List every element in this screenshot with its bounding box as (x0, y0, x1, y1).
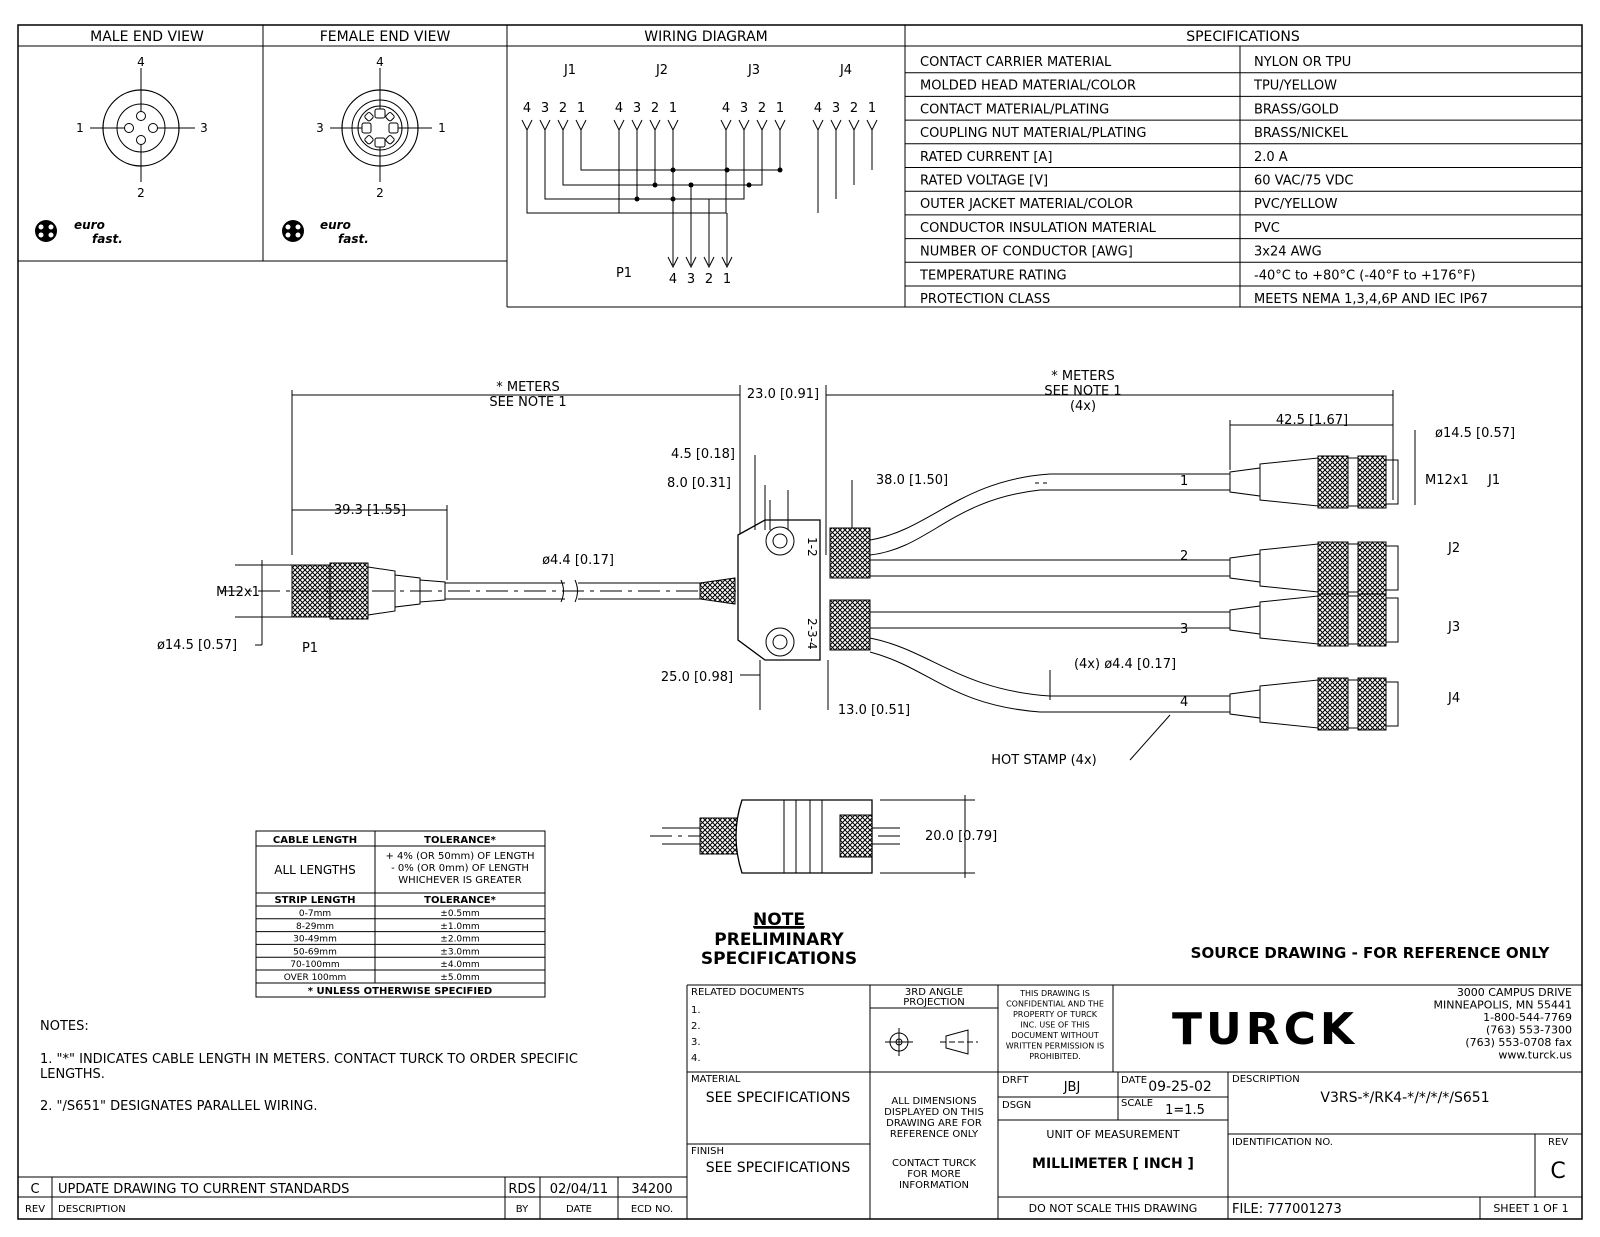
spec-name: CONDUCTOR INSULATION MATERIAL (920, 220, 1156, 236)
unit-value: MILLIMETER [ INCH ] (1032, 1156, 1194, 1172)
wiring-pin-number: 3 (540, 101, 550, 116)
dim-38: 38.0 [1.50] (875, 473, 949, 488)
wiring-pin-number: 1 (668, 101, 678, 116)
prelim-note: NOTE (753, 910, 805, 930)
scale-value: 1=1.5 (1165, 1103, 1205, 1118)
spec-value: -40°C to +80°C (-40°F to +176°F) (1254, 268, 1476, 284)
strip-length-cell: 50-69mm (293, 947, 337, 958)
j2-label: J2 (1448, 541, 1461, 556)
plug-pin-number: 4 (668, 272, 678, 287)
related-item-4: 4. (691, 1053, 701, 1064)
specifications-table (905, 46, 1582, 307)
contact-symbol (721, 120, 731, 130)
cable-length-header: CABLE LENGTH (272, 835, 358, 846)
contact-symbol (668, 120, 678, 130)
spec-value: BRASS/GOLD (1254, 102, 1339, 118)
cable-number-2: 2 (1180, 549, 1189, 564)
note-1b: LENGTHS. (40, 1067, 105, 1082)
note-1a: 1. "*" INDICATES CABLE LENGTH IN METERS. CONTACT TURCK TO ORDER SPECIFIC (40, 1052, 578, 1067)
unit-label: UNIT OF MEASUREMENT (1046, 1128, 1180, 1141)
description-label: DESCRIPTION (1232, 1074, 1300, 1085)
meters-left-1: * METERS (496, 380, 560, 395)
address-line: MINNEAPOLIS, MN 55441 (1433, 998, 1572, 1012)
address-line: (763) 553-7300 (1485, 1023, 1572, 1037)
wiring-pin-number: 4 (522, 101, 532, 116)
confidential-line: CONFIDENTIAL AND THE (1006, 999, 1104, 1009)
rev-label: REV (1547, 1137, 1569, 1148)
tolerance-header: TOLERANCE* (424, 835, 496, 846)
spec-value: 60 VAC/75 VDC (1254, 173, 1354, 189)
rev-by: RDS (508, 1182, 536, 1197)
male-pin-4: 4 (137, 55, 145, 69)
strip-length-cell: 8-29mm (296, 921, 334, 932)
all-dims-line: ALL DIMENSIONS (891, 1096, 977, 1107)
rev-ecd: 34200 (631, 1182, 673, 1197)
strip-length-cell: 0-7mm (298, 909, 332, 919)
strip-length-cell: OVER 100mm (283, 973, 347, 983)
wiring-pin-number: 2 (558, 101, 568, 116)
prelim-line2: SPECIFICATIONS (700, 949, 858, 969)
female-end-view (282, 55, 446, 246)
dim-23: 23.0 [0.91] (746, 387, 820, 402)
male-pin-2: 2 (137, 186, 145, 200)
tolerance-footer: * UNLESS OTHERWISE SPECIFIED (307, 986, 493, 997)
logo-fast: fast. (92, 232, 123, 246)
female-connector (1230, 456, 1398, 508)
related-item-2: 2. (691, 1021, 701, 1032)
contact-symbol (739, 120, 749, 130)
wiring-p1: P1 (615, 266, 633, 281)
contact-symbol (867, 120, 877, 130)
third-angle-1: 3RD ANGLE (904, 987, 964, 998)
spec-name: CONTACT CARRIER MATERIAL (920, 55, 1112, 70)
preliminary-note (701, 910, 1551, 969)
source-drawing-note: SOURCE DRAWING - FOR REFERENCE ONLY (1190, 944, 1550, 962)
title-block (687, 985, 1582, 1219)
meters-right-1: * METERS (1051, 369, 1115, 384)
cable-number-4: 4 (1180, 695, 1189, 710)
date-label: DATE (1121, 1075, 1148, 1086)
dim-13: 13.0 [0.51] (837, 703, 911, 718)
all-dims-line: DISPLAYED ON THIS (884, 1107, 984, 1118)
strip-tolerance-cell: ±4.0mm (440, 960, 480, 971)
logo-fast: fast. (338, 232, 369, 246)
spec-name: RATED CURRENT [A] (920, 149, 1053, 165)
file-number: FILE: 777001273 (1232, 1202, 1342, 1217)
female-pin-4: 4 (376, 55, 384, 69)
dim-393: 39.3 [1.55] (333, 503, 407, 518)
wiring-pin-number: 4 (813, 101, 823, 116)
female-connector (1230, 678, 1398, 730)
rev-header: REV (24, 1204, 46, 1215)
spec-value: BRASS/NICKEL (1254, 126, 1348, 142)
strip-tolerance-cell: ±0.5mm (440, 909, 480, 919)
third-angle-projection-icon (885, 1028, 978, 1056)
spec-value: TPU/YELLOW (1254, 78, 1337, 94)
dim-20: 20.0 [0.79] (925, 829, 998, 844)
rev-description: UPDATE DRAWING TO CURRENT STANDARDS (58, 1182, 350, 1197)
third-angle-2: PROJECTION (903, 997, 965, 1008)
contact-symbol (614, 120, 624, 130)
wiring-pin-number: 3 (739, 101, 749, 116)
material-label: MATERIAL (691, 1074, 741, 1085)
contact-symbol (650, 120, 660, 130)
p1-label: P1 (301, 641, 319, 656)
description-value: V3RS-*/RK4-*/*/*/*/S651 (1320, 1090, 1490, 1106)
plug-pin-number: 2 (704, 272, 714, 287)
turck-logo: TURCK (1171, 1004, 1359, 1055)
confidential-line: THIS DRAWING IS (1020, 989, 1090, 998)
address-line: 3000 CAMPUS DRIVE (1456, 986, 1572, 999)
dim-80: 8.0 [0.31] (667, 476, 731, 491)
material-value: SEE SPECIFICATIONS (705, 1090, 851, 1106)
spec-name: PROTECTION CLASS (920, 292, 1051, 307)
tolerance-line: WHICHEVER IS GREATER (398, 875, 522, 886)
spec-name: COUPLING NUT MATERIAL/PLATING (920, 126, 1147, 142)
strip-tolerance-cell: ±2.0mm (440, 934, 480, 945)
spec-value: MEETS NEMA 1,3,4,6P AND IEC IP67 (1254, 292, 1488, 307)
spec-value: 3x24 AWG (1254, 244, 1322, 260)
dim-25: 25.0 [0.98] (660, 670, 734, 685)
spec-value: 2.0 A (1254, 149, 1288, 165)
drft-value: JBJ (1063, 1080, 1081, 1095)
female-pin-3: 3 (316, 121, 324, 135)
cable-number-1: 1 (1180, 474, 1189, 489)
tolerance-line: + 4% (OR 50mm) OF LENGTH (385, 851, 535, 862)
all-dims-line: REFERENCE ONLY (889, 1129, 979, 1140)
spec-name: CONTACT MATERIAL/PLATING (920, 102, 1110, 118)
date-value: 09-25-02 (1148, 1079, 1212, 1095)
finish-label: FINISH (691, 1146, 724, 1157)
splitter-side-view (650, 795, 997, 878)
female-pin-2: 2 (376, 186, 384, 200)
male-pin-3: 3 (200, 121, 208, 135)
address-line: (763) 553-0708 fax (1465, 1036, 1572, 1049)
dim-d145-right: ø14.5 [0.57] (1435, 426, 1516, 441)
spec-name: OUTER JACKET MATERIAL/COLOR (920, 197, 1134, 213)
by-header: BY (515, 1204, 529, 1215)
wiring-j2: J2 (655, 63, 669, 78)
male-pin-1: 1 (76, 121, 84, 135)
dim-45: 4.5 [0.18] (671, 447, 735, 462)
spec-name: NUMBER OF CONDUCTOR [AWG] (920, 244, 1133, 260)
female-pin-1: 1 (438, 121, 446, 135)
spec-name: MOLDED HEAD MATERIAL/COLOR (920, 78, 1137, 94)
male-end-view-title: MALE END VIEW (90, 29, 204, 45)
wiring-j1: J1 (563, 63, 577, 78)
cable-drawing (220, 385, 1415, 760)
eurofast-logo-icon (35, 218, 123, 246)
strip-length-cell: 70-100mm (290, 960, 340, 971)
wiring-diagram (522, 63, 877, 287)
prelim-line1: PRELIMINARY (714, 930, 844, 950)
finish-value: SEE SPECIFICATIONS (705, 1160, 851, 1176)
related-item-1: 1. (691, 1005, 701, 1016)
dim-d145-left: ø14.5 [0.57] (156, 638, 238, 653)
contact-line: INFORMATION (898, 1180, 970, 1191)
rev-value: C (1550, 1159, 1566, 1184)
confidential-line: DOCUMENT WITHOUT (1011, 1031, 1099, 1040)
j3-label: J3 (1448, 620, 1461, 635)
spec-name: RATED VOLTAGE [V] (920, 173, 1049, 189)
strip-tolerance-cell: ±3.0mm (440, 947, 480, 958)
spec-value: PVC (1254, 220, 1280, 236)
female-end-view-title: FEMALE END VIEW (319, 29, 451, 45)
logo-euro: euro (74, 218, 105, 232)
m12-right: M12x1 (1425, 473, 1469, 488)
confidential-line: PROPERTY OF TURCK (1012, 1010, 1098, 1019)
plug-pin-number: 1 (722, 272, 732, 287)
notes (40, 1019, 578, 1114)
meters-right-2: SEE NOTE 1 (1044, 384, 1122, 399)
strip-tolerance-cell: ±5.0mm (440, 973, 480, 983)
female-connector (1230, 594, 1398, 646)
dim-d44-4x: (4x) ø4.4 [0.17] (1073, 657, 1177, 672)
tolerance-table (256, 831, 545, 997)
contact-line: FOR MORE (907, 1169, 961, 1180)
wiring-j4: J4 (839, 63, 853, 78)
male-end-view (35, 55, 208, 246)
related-documents-label: RELATED DOCUMENTS (691, 987, 805, 998)
tolerance-line: - 0% (OR 0mm) OF LENGTH (391, 863, 529, 874)
contact-line: CONTACT TURCK (891, 1158, 977, 1169)
address-line: 1-800-544-7769 (1483, 1011, 1572, 1024)
confidential-line: INC. USE OF THIS (1020, 1020, 1090, 1030)
confidential-line: WRITTEN PERMISSION IS (1005, 1041, 1105, 1051)
address-line: www.turck.us (1498, 1048, 1572, 1062)
contact-symbol (576, 120, 586, 130)
note-2: 2. "/S651" DESIGNATES PARALLEL WIRING. (40, 1099, 318, 1114)
wiring-pin-number: 2 (849, 101, 859, 116)
contact-symbol (540, 120, 550, 130)
logo-euro: euro (320, 218, 351, 232)
cable-number-3: 3 (1180, 622, 1189, 637)
splitter-port-1-2: 1-2 (805, 537, 819, 557)
identification-label: IDENTIFICATION NO. (1232, 1137, 1333, 1148)
strip-tolerance-header: TOLERANCE* (424, 895, 496, 906)
splitter-port-2-3-4: 2-3-4 (805, 618, 819, 650)
contact-symbol (813, 120, 823, 130)
date-header: DATE (565, 1204, 593, 1215)
do-not-scale: DO NOT SCALE THIS DRAWING (1028, 1202, 1198, 1215)
meters-left-2: SEE NOTE 1 (489, 395, 567, 410)
wiring-pin-number: 1 (576, 101, 586, 116)
wiring-diagram-title: WIRING DIAGRAM (644, 29, 768, 45)
wiring-j3: J3 (747, 63, 761, 78)
spec-value: PVC/YELLOW (1254, 197, 1338, 213)
meters-right-3: (4x) (1069, 399, 1097, 414)
drft-label: DRFT (1002, 1075, 1029, 1086)
rev-letter: C (30, 1182, 40, 1197)
plug-pin-number: 3 (686, 272, 696, 287)
wiring-pin-number: 2 (650, 101, 660, 116)
wiring-pin-number: 1 (867, 101, 877, 116)
wiring-pin-number: 4 (614, 101, 624, 116)
eurofast-logo-icon (282, 218, 369, 246)
wiring-pin-number: 1 (775, 101, 785, 116)
sheet-number: SHEET 1 OF 1 (1493, 1202, 1569, 1215)
female-connector (1230, 542, 1398, 594)
contact-symbol (522, 120, 532, 130)
all-dims-line: DRAWING ARE FOR (886, 1118, 982, 1129)
contact-symbol (831, 120, 841, 130)
scale-label: SCALE (1121, 1098, 1154, 1109)
spec-name: TEMPERATURE RATING (920, 268, 1067, 284)
wiring-pin-number: 4 (721, 101, 731, 116)
description-header: DESCRIPTION (58, 1204, 126, 1215)
strip-length-cell: 30-49mm (293, 934, 337, 945)
j4-label: J4 (1448, 691, 1461, 706)
wiring-pin-number: 3 (831, 101, 841, 116)
related-item-3: 3. (691, 1037, 701, 1048)
specifications-title: SPECIFICATIONS (1186, 29, 1300, 45)
dim-42: 42.5 [1.67] (1275, 413, 1349, 428)
j1-label: J1 (1488, 473, 1501, 488)
strip-tolerance-cell: ±1.0mm (440, 921, 480, 932)
revision-block (18, 1177, 687, 1219)
rev-date: 02/04/11 (549, 1182, 609, 1197)
all-lengths-label: ALL LENGTHS (274, 863, 356, 877)
contact-symbol (558, 120, 568, 130)
strip-length-header: STRIP LENGTH (274, 895, 356, 906)
notes-title: NOTES: (40, 1019, 89, 1034)
confidential-line: PROHIBITED. (1029, 1052, 1081, 1061)
m12-left: M12x1 (216, 585, 260, 600)
contact-symbol (632, 120, 642, 130)
hot-stamp: HOT STAMP (4x) (991, 753, 1097, 768)
dsgn-label: DSGN (1002, 1100, 1032, 1111)
contact-symbol (757, 120, 767, 130)
ecd-header: ECD NO. (630, 1204, 674, 1215)
wiring-pin-number: 2 (757, 101, 767, 116)
dim-d44: ø4.4 [0.17] (542, 553, 614, 568)
wiring-pin-number: 3 (632, 101, 642, 116)
contact-symbol (775, 120, 785, 130)
spec-value: NYLON OR TPU (1254, 55, 1352, 70)
contact-symbol (849, 120, 859, 130)
